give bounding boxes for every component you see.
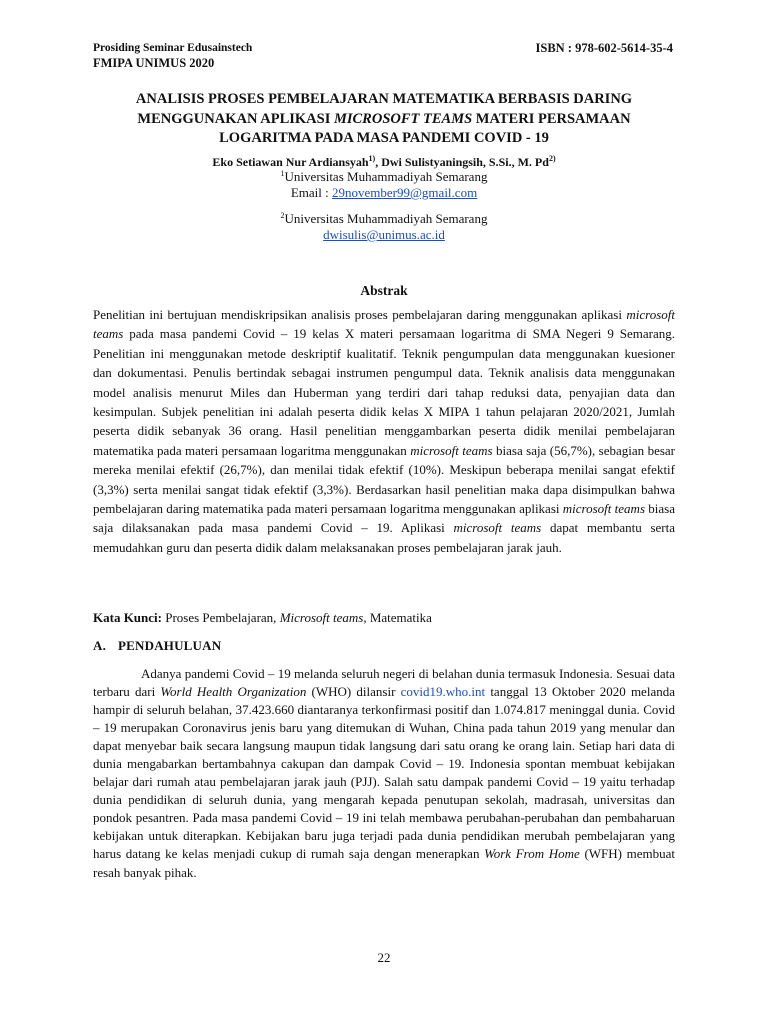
- intro-paragraph: [93, 665, 675, 882]
- author-1: Eko Setiawan Nur Ardiansyah: [212, 155, 369, 169]
- affiliation-1: [93, 169, 675, 201]
- title-text-1: ANALISIS PROSES PEMBELAJARAN MATEMATIKA BERBASIS DARING MENGGUNAKAN APLIKASI: [135, 91, 633, 127]
- affiliation-2: [93, 211, 675, 243]
- affiliation-1-name: Universitas Muhammadiyah Semarang: [284, 169, 488, 184]
- section-number: A.: [93, 638, 107, 653]
- proceedings-name: Prosiding Seminar Edusainstech: [93, 42, 253, 54]
- intro-text: (WFH) membuat resah banyak pihak.: [93, 846, 676, 880]
- keyword-italic: Microsoft teams: [279, 610, 364, 625]
- abstract-text: Penelitian ini bertujuan mendiskripsikan analisis proses pembelajaran daring menggunakan aplikasi: [93, 307, 627, 322]
- intro-text: (WHO) dilansir: [306, 684, 401, 700]
- abstract-body: [93, 305, 675, 557]
- intro-text: tanggal 13 Oktober 2020 melanda hampir di seluruh belahan, 37.423.660 diantaranya terkonfirmasi positif dan 1.074.817 meninggal dunia. Covid – 19 merupakan Coronavirus jenis baru yang ditemukan di Wuhan, China pada tahun 2019 yang menular dan dapat menyebar baik secara langsung maupun tidak langsung dari satu orang ke orang lain. Setiap hari data di dunia mengabarkan bertambahnya cakupan dan dampak Covid – 19. Indonesia spontan membuat kebijakan belajar dari rumah atau pembelajaran jarak jauh (PJJ). Salah satu dampak pandemi Covid – 19 yaitu terhadap dunia pendidikan di seluruh dunia, yang mengarah kepada penutupan sekolah, madrasah, universitas dan pondok pesantren. Pada masa pandemi Covid – 19 ini telah membawa perubahan-perubahan dan pembaharuan kebijakan untuk diterapkan. Kebijakan baru juga terjadi pada dunia pendidikan merubah pembelajaran yang harus datang ke kelas menjadi cukup di rumah saja dengan menerapkan: [93, 684, 675, 862]
- faculty-event: FMIPA UNIMUS 2020: [93, 56, 215, 70]
- author-1-sup: 1): [368, 154, 376, 163]
- email-link-1[interactable]: 29november99@gmail.com: [331, 185, 478, 200]
- abstract-text: pada masa pandemi Covid – 19 kelas X materi persamaan logaritma di SMA Negeri 9 Semarang. Penelitian ini menggunakan metode deskriptif kualitatif. Teknik pengumpulan data menggunakan kuesioner dan dokumentasi. Penulis bertindak sebagai instrumen pengumpul data. Teknik analisis data menggunakan model analisis menurut Miles dan Huberman yang terdiri dari tahap reduksi data, penyajian data dan kesimpulan. Subjek penelitian ini adalah peserta didik kelas X MIPA 1 tahun pelajaran 2020/2021, Jumlah peserta didik sebanyak 36 orang. Hasil penelitian menggambarkan peserta didik menilai pembelajaran matematika pada materi persamaan logaritma menggunakan: [93, 326, 675, 458]
- paper-title: [93, 90, 675, 149]
- abstract-italic: microsoft teams: [562, 501, 646, 517]
- author-list: [93, 154, 675, 170]
- page-number: 22: [377, 950, 391, 965]
- abstract-italic: microsoft teams: [453, 520, 542, 536]
- author-2-sup: 2): [548, 154, 556, 163]
- who-link[interactable]: covid19.who.int: [400, 684, 486, 700]
- abstract-text: dapat membantu serta memudahkan guru dan peserta didik dalam melaksanakan proses pembelajaran jarak jauh.: [93, 520, 675, 555]
- title-text-2: MATERI PERSAMAAN LOGARITMA PADA MASA PANDEMI COVID - 19: [219, 110, 631, 146]
- intro-italic: World Health Organization: [160, 684, 307, 700]
- affiliation-1-sup: 1: [280, 169, 285, 178]
- abstract-text: biasa saja dilaksanakan pada masa pandemi Covid – 19. Aplikasi: [93, 501, 675, 536]
- intro-italic: Work From Home: [484, 846, 580, 862]
- abstract-text: biasa saja (56,7%), sebagian besar mereka menilai efektif (26,7%), dan menilai tidak efektif (10%). Meskipun beberapa menilai sangat efektif (3,3%) serta menilai sangat tidak efektif (3,3%). Berdasarkan hasil penelitian maka dapa disimpulkan bahwa pembelajaran daring matematika pada materi persamaan logaritma menggunakan aplikasi: [93, 442, 675, 517]
- section-title: PENDAHULUAN: [118, 638, 222, 653]
- keywords-label: Kata Kunci:: [93, 610, 162, 625]
- abstract-heading: Abstrak: [360, 283, 408, 298]
- section-heading: [93, 638, 221, 654]
- abstract-italic: microsoft teams: [410, 442, 493, 458]
- running-header-left: [93, 41, 252, 71]
- author-separator: ,: [375, 155, 382, 169]
- email-link-2[interactable]: dwisulis@unimus.ac.id: [323, 227, 445, 242]
- affiliation-2-name: Universitas Muhammadiyah Semarang: [284, 211, 488, 226]
- author-2: Dwi Sulistyaningsih, S.Si., M. Pd: [381, 155, 549, 169]
- keyword-text: , Matematika: [363, 610, 432, 625]
- abstract-italic: microsoft teams: [93, 307, 675, 342]
- isbn: ISBN : 978-602-5614-35-4: [535, 41, 673, 55]
- intro-text: Adanya pandemi Covid – 19 melanda seluruh negeri di belahan dunia termasuk Indonesia. Sesuai data terbaru dari: [93, 666, 675, 700]
- email-label: Email :: [290, 185, 332, 200]
- keyword-text: Proses Pembelajaran,: [161, 610, 280, 625]
- affiliation-2-sup: 2: [280, 211, 285, 220]
- title-italic: MICROSOFT TEAMS: [333, 110, 473, 127]
- keywords: [93, 610, 675, 626]
